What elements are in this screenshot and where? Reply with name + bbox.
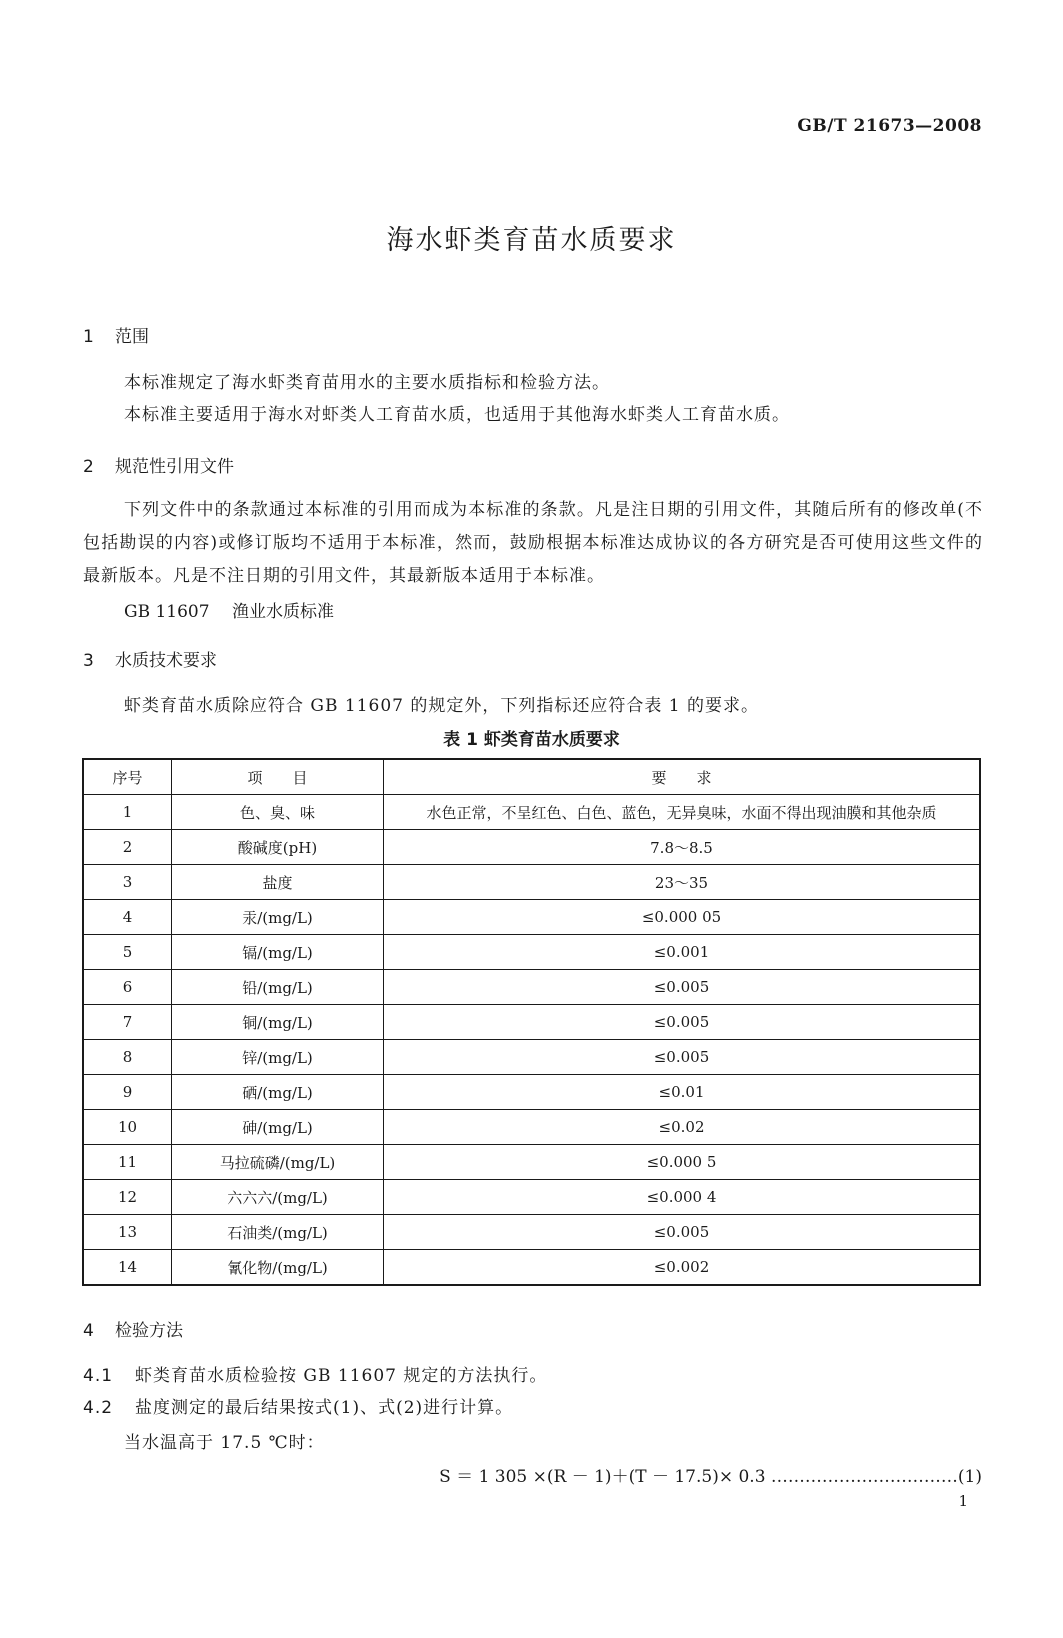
table-header-row [83,759,980,795]
cell-item: 六六六/(mg/L) [172,1180,384,1215]
clause-4-2 [83,1393,513,1418]
cell-requirement: ≤0.000 05 [384,900,981,935]
section-heading-4 [83,1316,183,1341]
cell-item: 马拉硫磷/(mg/L) [172,1145,384,1180]
table-row [83,865,980,900]
cell-item: 硒/(mg/L) [172,1075,384,1110]
table-row [83,830,980,865]
cell-item: 砷/(mg/L) [172,1110,384,1145]
clause-text: 盐度测定的最后结果按式(1)、式(2)进行计算。 [135,1398,514,1418]
table-caption: 表 1 虾类育苗水质要求 [443,730,620,750]
table-row [83,1075,980,1110]
reference-code: GB 11607 [124,602,210,622]
table-row [83,1005,980,1040]
section-title: 水质技术要求 [115,651,217,671]
cell-requirement: 23～35 [384,865,981,900]
table-row [83,935,980,970]
formula-1: S ＝ 1 305 ×(R － 1)＋(T － 17.5)× 0.3 ……………………………(1) [439,1467,982,1487]
clause-number: 4.1 [83,1366,114,1386]
column-header-no: 序号 [83,759,172,795]
cell-no: 9 [83,1075,172,1110]
normative-reference [124,597,334,622]
cell-item: 铜/(mg/L) [172,1005,384,1040]
cell-no: 8 [83,1040,172,1075]
clause-4-1 [83,1361,547,1386]
table-row [83,900,980,935]
cell-item: 镉/(mg/L) [172,935,384,970]
table-row [83,1180,980,1215]
section-number: 4 [83,1321,94,1341]
section-heading-1 [83,322,149,347]
cell-item: 铅/(mg/L) [172,970,384,1005]
section-title: 规范性引用文件 [115,457,234,477]
cell-requirement: ≤0.02 [384,1110,981,1145]
table-row [83,795,980,830]
cell-no: 1 [83,795,172,830]
section-heading-2 [83,452,234,477]
cell-item: 色、臭、味 [172,795,384,830]
reference-title: 渔业水质标准 [232,602,334,622]
column-header-requirement: 要 求 [384,759,981,795]
paragraph: 虾类育苗水质除应符合 GB 11607 的规定外，下列指标还应符合表 1 的要求。 [124,696,759,716]
table-row [83,1110,980,1145]
cell-no: 2 [83,830,172,865]
cell-no: 7 [83,1005,172,1040]
paragraph: 下列文件中的条款通过本标准的引用而成为本标准的条款。凡是注日期的引用文件，其随后所有的修改单(不包括勘误的内容)或修订版均不适用于本标准，然而，鼓励根据本标准达成协议的各方研究是否可使用这些文件的最新版本。凡是不注日期的引用文件，其最新版本适用于本标准。 [83,500,983,586]
cell-no: 4 [83,900,172,935]
paragraph: 本标准规定了海水虾类育苗用水的主要水质指标和检验方法。 [124,373,610,393]
cell-requirement: ≤0.001 [384,935,981,970]
clause-number: 4.2 [83,1398,114,1418]
cell-requirement: ≤0.005 [384,1040,981,1075]
section-number: 2 [83,457,94,477]
table-row [83,1215,980,1250]
section-number: 1 [83,327,94,347]
page-number: 1 [958,1492,968,1510]
section-title: 范围 [115,327,149,347]
cell-no: 13 [83,1215,172,1250]
table-row [83,970,980,1005]
section-title: 检验方法 [115,1321,183,1341]
cell-requirement: ≤0.000 4 [384,1180,981,1215]
cell-no: 11 [83,1145,172,1180]
cell-requirement: ≤0.005 [384,1215,981,1250]
cell-item: 酸碱度(pH) [172,830,384,865]
cell-no: 14 [83,1250,172,1286]
column-header-item: 项 目 [172,759,384,795]
cell-requirement: 水色正常，不呈红色、白色、蓝色，无异臭味，水面不得出现油膜和其他杂质 [384,795,981,830]
table-row [83,1040,980,1075]
table-row [83,1250,980,1286]
cell-no: 5 [83,935,172,970]
cell-no: 6 [83,970,172,1005]
standard-number: GB/T 21673—2008 [797,116,982,136]
paragraph: 本标准主要适用于海水对虾类人工育苗水质，也适用于其他海水虾类人工育苗水质。 [124,405,790,425]
cell-item: 锌/(mg/L) [172,1040,384,1075]
clause-text: 虾类育苗水质检验按 GB 11607 规定的方法执行。 [135,1366,548,1386]
cell-no: 10 [83,1110,172,1145]
condition-text: 当水温高于 17.5 ℃时： [124,1433,325,1453]
cell-no: 12 [83,1180,172,1215]
cell-requirement: ≤0.000 5 [384,1145,981,1180]
cell-item: 盐度 [172,865,384,900]
cell-requirement: ≤0.005 [384,970,981,1005]
table-row [83,1145,980,1180]
cell-item: 氰化物/(mg/L) [172,1250,384,1286]
cell-item: 石油类/(mg/L) [172,1215,384,1250]
requirements-table [82,758,981,1286]
document-title: 海水虾类育苗水质要求 [386,225,677,256]
section-heading-3 [83,646,217,671]
cell-requirement: ≤0.01 [384,1075,981,1110]
section-number: 3 [83,651,94,671]
cell-requirement: ≤0.002 [384,1250,981,1286]
cell-item: 汞/(mg/L) [172,900,384,935]
cell-no: 3 [83,865,172,900]
cell-requirement: 7.8～8.5 [384,830,981,865]
cell-requirement: ≤0.005 [384,1005,981,1040]
